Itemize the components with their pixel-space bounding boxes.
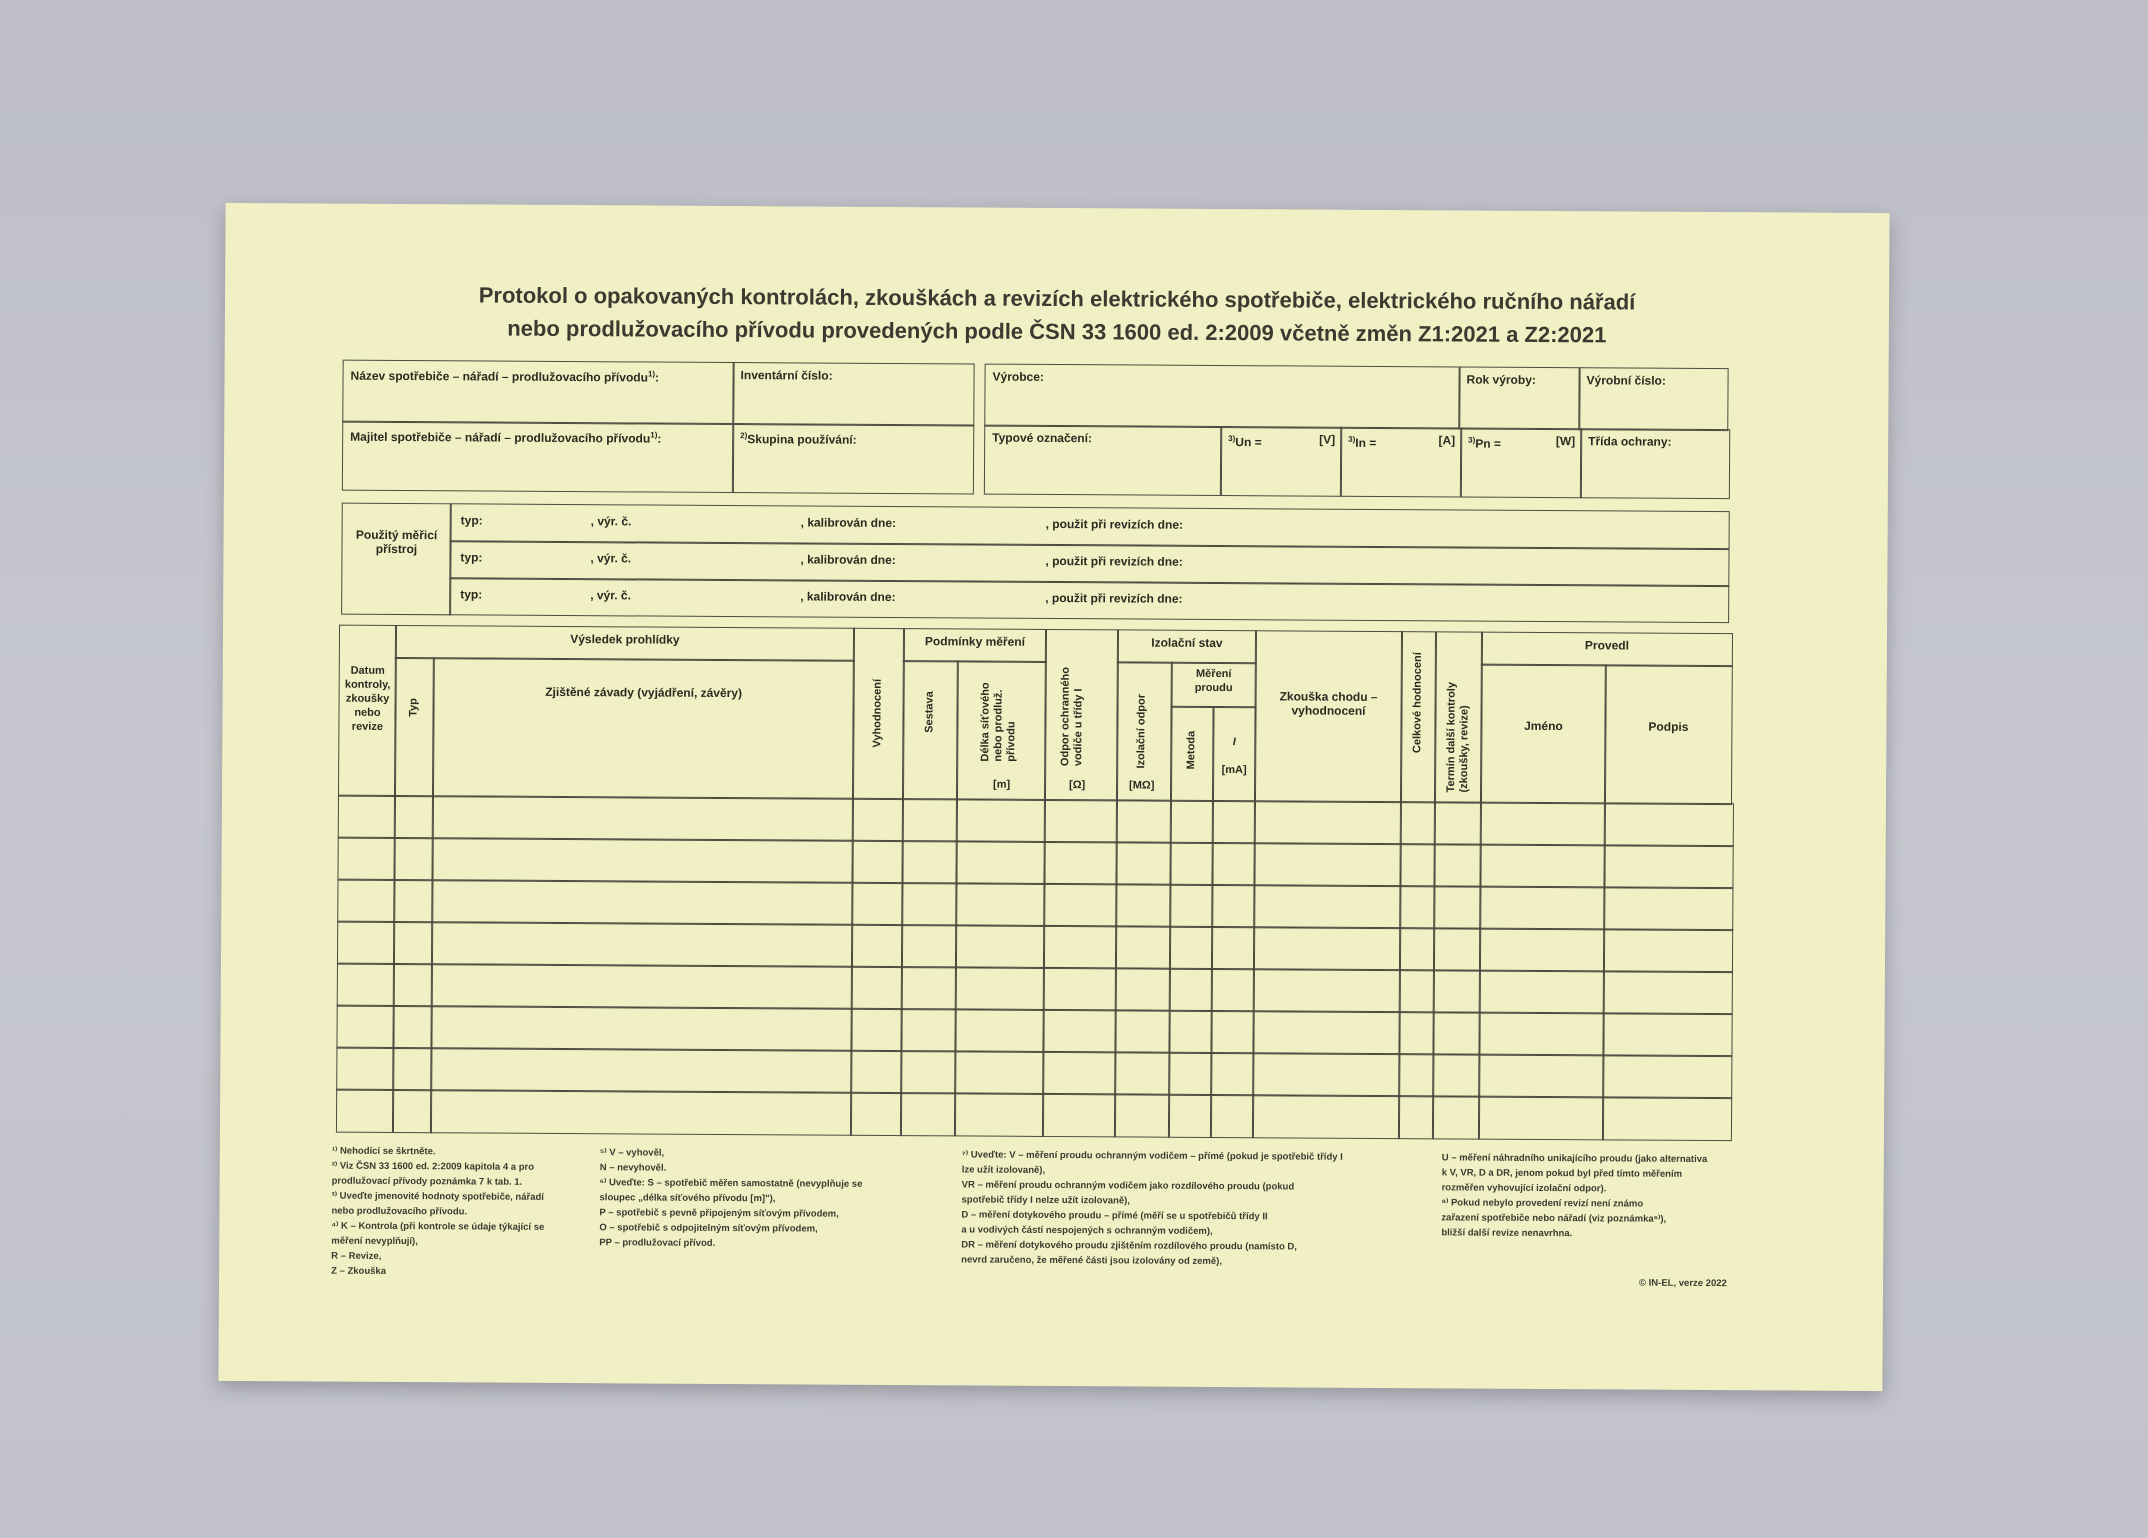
table-cell[interactable] <box>1254 800 1402 845</box>
instrument-row[interactable] <box>449 577 1729 623</box>
table-cell[interactable] <box>1211 968 1255 1012</box>
table-cell[interactable] <box>1210 1094 1254 1138</box>
col-metoda <box>1170 706 1215 802</box>
table-cell[interactable] <box>393 963 433 1007</box>
col-odpor <box>1044 629 1119 801</box>
table-cell[interactable] <box>1479 886 1605 931</box>
appliance-name-label: Název spotřebiče – nářadí – prodlužovacího přívodu <box>350 368 649 385</box>
col-proud-unit: [mA] <box>1221 764 1247 777</box>
col-delka-label: Délka síťového nebo prodluž. přívodu <box>979 682 1018 762</box>
un-label: Un = <box>1235 435 1262 450</box>
table-cell[interactable] <box>1169 842 1213 886</box>
table-cell[interactable] <box>1169 968 1213 1012</box>
table-cell[interactable] <box>955 924 1045 969</box>
table-cell[interactable] <box>1042 1009 1116 1053</box>
instrument-vyr-label: , výr. č. <box>590 551 632 566</box>
instrument-pouzit-label: , použit při revizích dne: <box>1045 553 1183 569</box>
table-cell[interactable] <box>851 840 903 884</box>
table-cell[interactable] <box>1253 842 1401 887</box>
col-podpis <box>1604 664 1733 805</box>
year-field[interactable] <box>1458 366 1580 430</box>
instrument-typ-label: typ: <box>460 513 483 528</box>
table-cell[interactable] <box>432 795 854 842</box>
table-cell[interactable] <box>1603 970 1733 1015</box>
pn-label: Pn = <box>1475 436 1502 451</box>
col-proud <box>1212 706 1257 802</box>
instrument-typ-label: typ: <box>460 587 483 602</box>
table-cell[interactable] <box>1252 1094 1400 1139</box>
table-cell[interactable] <box>430 1005 852 1052</box>
table-cell[interactable] <box>902 798 958 842</box>
table-cell[interactable] <box>852 798 904 842</box>
table-cell[interactable] <box>1253 884 1401 929</box>
in-field[interactable]: $^{3)}$In = [A] <box>1340 427 1462 498</box>
table-cell[interactable] <box>954 1050 1044 1095</box>
table-cell[interactable] <box>1603 844 1733 889</box>
table-cell[interactable] <box>1114 1051 1170 1095</box>
table-cell[interactable] <box>1043 925 1117 969</box>
col-odpor-unit: [Ω] <box>1069 779 1086 792</box>
table-cell[interactable] <box>1399 885 1435 929</box>
table-cell[interactable] <box>1043 841 1117 885</box>
table-cell[interactable] <box>1478 1054 1604 1099</box>
table-cell[interactable] <box>851 966 903 1010</box>
table-cell[interactable] <box>1116 799 1172 843</box>
table-cell[interactable] <box>1114 1009 1170 1053</box>
table-cell[interactable] <box>431 837 853 884</box>
instrument-typ-label: typ: <box>460 550 483 565</box>
un-unit: [V] <box>1319 432 1336 447</box>
col-celkove <box>1400 631 1437 803</box>
col-jmeno <box>1480 664 1607 805</box>
table-cell[interactable] <box>1042 1051 1116 1095</box>
table-cell[interactable] <box>1115 883 1171 927</box>
col-mereni-proudu <box>1171 662 1257 709</box>
table-cell[interactable] <box>1398 1053 1434 1097</box>
table-cell[interactable] <box>955 882 1045 927</box>
table-cell[interactable] <box>1211 884 1255 928</box>
col-izol-odpor-label: Izolační odpor <box>1135 693 1148 769</box>
table-cell[interactable] <box>430 1047 852 1094</box>
table-cell[interactable] <box>1168 1010 1212 1054</box>
manufacturer-field[interactable] <box>984 364 1460 430</box>
col-metoda-label: Metoda <box>1185 730 1198 770</box>
footnotes-col-3: ⁷⁾ Uveďte: V – měření proudu ochranným vodičem – přímé (pokud je spotřebič třídy I lze užít izolovaně), VR – měření proudu ochranným vodičem jako rozdílového proudu (pokud spotřebič třídy I nelze užít izolovaně), D – měření dotykového proudu – přímé (měří se u spotřebičů třídy II a u vodivých částí nespojených s ochranným vodičem), DR – měření dotykového proudu zjištěním rozdílového proudu (namísto D, nevrd zaručeno, že měřené části jsou izolovány od země), <box>961 1149 1343 1268</box>
table-cell[interactable] <box>1114 1093 1170 1137</box>
table-cell[interactable] <box>1252 1052 1400 1097</box>
table-cell[interactable] <box>392 1047 432 1091</box>
table-cell[interactable] <box>1433 927 1481 971</box>
table-cell[interactable] <box>851 924 903 968</box>
table-cell[interactable] <box>955 840 1045 885</box>
footnotes-col-2: ⁵⁾ V – vyhověl, N – nevyhověl. ⁶⁾ Uveďte: S – spotřebič měřen samostatně (nevyplňuje se sloupec „délka síťového přívodu [m]"), P – spotřebič s pevně připojeným síťovým přívodem, O – spotřebič s odpojitelným síťovým přívodem, PP – prodlužovací přívod. <box>599 1147 863 1249</box>
col-jmeno-label: Jméno <box>1524 718 1563 734</box>
copyright-note: © IN-EL, verze 2022 <box>1639 1277 1727 1290</box>
col-proud-label: I <box>1232 736 1236 749</box>
data-rows <box>226 203 1890 213</box>
table-cell[interactable] <box>1169 884 1213 928</box>
table-cell[interactable] <box>1478 1096 1604 1141</box>
footnotes-col-1: ¹⁾ Nehodící se škrtněte. ²⁾ Viz ČSN 33 1600 ed. 2:2009 kapitola 4 a pro prodlužovací přívody poznámka 7 k tab. 1. ³⁾ Uveďte jmenovité hodnoty spotřebiče, nářadí nebo prodlužovacího přívodu. ⁴⁾ K – Kontrola (při kontrole se údaje týkající se měření nevyplňují), R – Revize, Z – Zkouška <box>331 1145 545 1277</box>
pn-field[interactable]: $^{3)}$Pn = [W] <box>1460 427 1582 498</box>
owner-field[interactable]: Majitel spotřebiče – nářadí – prodlužovacího přívodu$^{1)}$: <box>342 421 734 493</box>
table-cell[interactable] <box>337 879 395 923</box>
table-cell[interactable] <box>1044 799 1118 843</box>
manufacturer-label: Výrobce: <box>992 369 1044 384</box>
table-cell[interactable] <box>1211 842 1255 886</box>
col-delka-unit: [m] <box>993 778 1011 791</box>
col-typ <box>394 657 435 797</box>
usage-group-label: Skupina používání: <box>747 432 857 447</box>
table-cell[interactable] <box>1433 969 1481 1013</box>
table-cell[interactable] <box>1478 1012 1604 1057</box>
table-cell[interactable] <box>393 837 433 881</box>
instrument-label-cell <box>341 503 452 616</box>
table-cell[interactable] <box>430 1089 852 1136</box>
table-cell[interactable] <box>1603 886 1733 931</box>
col-izol-odpor <box>1116 661 1173 801</box>
table-cell[interactable] <box>1115 925 1171 969</box>
instrument-kal-label: , kalibrován dne: <box>800 589 896 605</box>
instrument-kal-label: , kalibrován dne: <box>800 552 896 568</box>
instrument-pouzit-label: , použit při revizích dne: <box>1045 590 1183 606</box>
table-cell[interactable] <box>900 1008 956 1052</box>
col-podpis-label: Podpis <box>1648 719 1689 734</box>
table-cell[interactable] <box>955 966 1045 1011</box>
table-cell[interactable] <box>1602 1096 1732 1141</box>
table-cell[interactable] <box>336 1005 394 1049</box>
table-cell[interactable] <box>1168 1094 1212 1138</box>
footnotes-col-4: U – měření náhradního unikajícího proudu (jako alternativa k V, VR, D a DR, jenom pokud byl před tímto měřením rozměřen vyhovující izolační odpor). ⁸⁾ Pokud nebylo provedení revizí není známo zařazení spotřebiče nebo nářadí (viz poznámka⁶⁾), bližší další revize nenavrhna. <box>1441 1152 1708 1240</box>
col-datum-label: Datum kontroly, zkoušky nebo revize <box>344 664 391 733</box>
table-cell[interactable] <box>393 879 433 923</box>
table-cell[interactable] <box>850 1092 902 1136</box>
table-cell[interactable] <box>1210 1010 1254 1054</box>
usage-group-field[interactable]: $^{2)}$Skupina používání: <box>732 423 974 494</box>
table-cell[interactable] <box>1433 885 1481 929</box>
title-line-2: nebo prodlužovacího přívodu provedených podle ČSN 33 1600 ed. 2:2009 včetně změn Z1:2021 a Z2:2021 <box>507 315 1607 348</box>
col-zjistene <box>432 657 855 800</box>
col-odpor-label: Odpor ochranného vodiče u třídy I <box>1059 667 1085 767</box>
table-cell[interactable] <box>1602 1012 1732 1057</box>
col-izolacni-label: Izolační stav <box>1151 635 1223 651</box>
col-delka <box>956 660 1047 801</box>
col-podminky-label: Podmínky měření <box>924 634 1026 649</box>
col-zkouska-label: Zkouška chodu – vyhodnocení <box>1279 689 1378 718</box>
col-provedl <box>1481 632 1733 668</box>
table-cell[interactable] <box>1432 1011 1480 1055</box>
table-cell[interactable] <box>1212 800 1256 844</box>
col-zjistene-label: Zjištěné závady (vyjádření, závěry) <box>545 684 743 701</box>
col-vyhodnoceni <box>852 628 905 800</box>
table-cell[interactable] <box>1398 1095 1434 1139</box>
type-mark-label: Typové označení: <box>992 430 1093 446</box>
col-mereni-proudu-label: Měření proudu <box>1194 667 1233 695</box>
col-podminky <box>903 628 1047 663</box>
owner-label: Majitel spotřebiče – nářadí – prodlužovacího přívodu <box>350 429 651 446</box>
protection-class-field[interactable] <box>1580 428 1730 499</box>
table-cell[interactable] <box>901 924 957 968</box>
table-cell[interactable] <box>900 1050 956 1094</box>
table-cell[interactable] <box>1210 1052 1254 1096</box>
serial-number-label: Výrobní číslo: <box>1586 373 1666 388</box>
table-cell[interactable] <box>1169 926 1213 970</box>
table-cell[interactable] <box>1399 969 1435 1013</box>
table-cell[interactable] <box>393 921 433 965</box>
instrument-label: Použitý měřicí přístroj <box>355 527 438 557</box>
table-cell[interactable] <box>1115 967 1171 1011</box>
type-mark-field[interactable] <box>984 425 1222 496</box>
table-cell[interactable] <box>337 963 395 1007</box>
table-cell[interactable] <box>1480 802 1606 847</box>
protocol-sheet <box>218 203 1889 1391</box>
year-label: Rok výroby: <box>1466 372 1536 387</box>
instrument-vyr-label: , výr. č. <box>590 588 631 603</box>
table-cell[interactable] <box>1479 928 1605 973</box>
col-datum <box>338 625 397 797</box>
table-cell[interactable] <box>431 879 853 926</box>
table-cell[interactable] <box>392 1089 432 1133</box>
table-cell[interactable] <box>336 1089 394 1133</box>
un-field[interactable]: $^{3)}$Un = [V] <box>1220 426 1342 497</box>
table-cell[interactable] <box>1432 1095 1480 1139</box>
table-cell[interactable] <box>1399 843 1435 887</box>
table-cell[interactable] <box>1252 1010 1400 1055</box>
table-cell[interactable] <box>900 1092 956 1136</box>
table-cell[interactable] <box>1043 967 1117 1011</box>
protection-class-label: Třída ochrany: <box>1588 434 1672 449</box>
table-cell[interactable] <box>1400 801 1436 845</box>
table-cell[interactable] <box>1433 843 1481 887</box>
table-cell[interactable] <box>1604 802 1734 847</box>
table-cell[interactable] <box>851 882 903 926</box>
protocol-title <box>225 277 1889 353</box>
appliance-name-field[interactable]: Název spotřebiče – nářadí – prodlužovacího přívodu$^{1)}$: <box>342 360 734 425</box>
table-cell[interactable] <box>1211 926 1255 970</box>
instrument-kal-label: , kalibrován dne: <box>800 515 897 531</box>
table-cell[interactable] <box>337 921 395 965</box>
table-cell[interactable] <box>1043 883 1117 927</box>
col-typ-label: Typ <box>407 698 420 717</box>
table-cell[interactable] <box>394 795 434 839</box>
instrument-vyr-label: , výr. č. <box>590 514 632 529</box>
table-cell[interactable] <box>1603 928 1733 973</box>
col-celkove-label: Celkové hodnocení <box>1411 652 1424 754</box>
table-cell[interactable] <box>1432 1053 1480 1097</box>
instrument-pouzit-label: , použit při revizích dne: <box>1045 516 1184 532</box>
title-line-1: Protokol o opakovaných kontrolách, zkouškách a revizích elektrického spotřebiče, elektrického ručního nářadí <box>478 282 1636 315</box>
table-cell[interactable] <box>1253 926 1401 971</box>
table-cell[interactable] <box>1115 841 1171 885</box>
table-cell[interactable] <box>901 840 957 884</box>
col-vysledek-label: Výsledek prohlídky <box>570 632 680 647</box>
table-cell[interactable] <box>1399 927 1435 971</box>
table-cell[interactable] <box>392 1005 432 1049</box>
table-cell[interactable] <box>337 837 395 881</box>
table-cell[interactable] <box>954 1008 1044 1053</box>
table-cell[interactable] <box>1170 800 1214 844</box>
table-cell[interactable] <box>1398 1011 1434 1055</box>
table-cell[interactable] <box>901 966 957 1010</box>
in-label: In = <box>1355 435 1377 450</box>
col-vysledek <box>395 625 855 662</box>
table-cell[interactable] <box>1434 801 1482 845</box>
table-cell[interactable] <box>431 921 853 968</box>
col-provedl-label: Provedl <box>1584 638 1629 653</box>
table-row[interactable] <box>220 1088 1884 1140</box>
table-cell[interactable] <box>1253 968 1401 1013</box>
table-cell[interactable] <box>1479 970 1605 1015</box>
table-cell[interactable] <box>850 1050 902 1094</box>
col-termin-label: Termín další kontroly (zkoušky, revize) <box>1445 681 1471 793</box>
table-cell[interactable] <box>901 882 957 926</box>
table-cell[interactable] <box>1042 1093 1116 1137</box>
table-cell[interactable] <box>431 963 853 1010</box>
col-sestava-label: Sestava <box>923 691 936 733</box>
col-termin <box>1434 631 1483 803</box>
pn-unit: [W] <box>1555 434 1576 449</box>
table-cell[interactable] <box>850 1008 902 1052</box>
inventory-number-field[interactable] <box>732 362 974 426</box>
col-izol-odpor-unit: [MΩ] <box>1129 779 1155 792</box>
col-izolacni-stav <box>1117 629 1257 664</box>
table-cell[interactable] <box>1479 844 1605 889</box>
col-sestava <box>902 660 959 800</box>
serial-number-field[interactable] <box>1578 367 1728 431</box>
table-cell[interactable] <box>336 1047 394 1091</box>
col-zkouska <box>1254 630 1403 803</box>
inventory-number-label: Inventární číslo: <box>740 368 833 383</box>
table-cell[interactable] <box>1168 1052 1212 1096</box>
table-cell[interactable] <box>956 798 1046 843</box>
table-cell[interactable] <box>338 795 396 839</box>
col-vyhodnoceni-label: Vyhodnocení <box>871 678 884 748</box>
table-cell[interactable] <box>1602 1054 1732 1099</box>
in-unit: [A] <box>1438 433 1456 448</box>
table-cell[interactable] <box>954 1092 1044 1137</box>
